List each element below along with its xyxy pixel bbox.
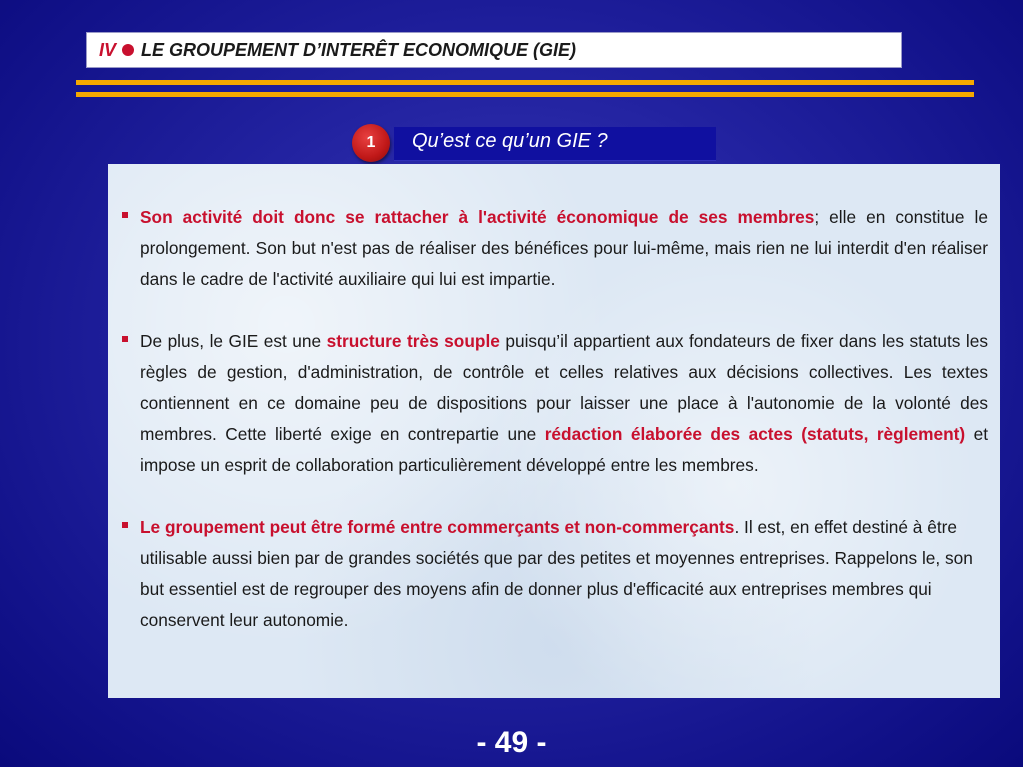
bullet-item bbox=[122, 202, 988, 295]
slide-title: LE GROUPEMENT D’INTERÊT ECONOMIQUE (GIE) bbox=[141, 39, 577, 60]
bullet-text: ; elle en constitue le prolongement. Son but n'est pas de réaliser des bénéfices pour lui-même, mais rien ne lui interdit d'en réaliser dans le cadre de l'activité auxiliaire qui lui est impartie. bbox=[140, 207, 988, 289]
orange-divider-top bbox=[76, 80, 974, 85]
section-title: Qu’est ce qu’un GIE ? bbox=[412, 130, 608, 152]
bullet-highlight: structure très souple bbox=[326, 331, 500, 351]
orange-divider-bottom bbox=[76, 92, 974, 97]
section-roman-numeral: IV bbox=[99, 39, 117, 60]
red-dot-icon bbox=[122, 44, 134, 56]
bullet-text: De plus, le GIE est une bbox=[140, 331, 327, 351]
bullet-text: puisqu’il appartient aux fondateurs de fixer dans les statuts les règles de gestion, d'administration, de contrôle et celles relatives aux décisions collectives. Les textes contiennent en ce domaine peu de dispositions pour laisser une place à l'autonomie de la volonté des membres. Cette liberté exige en contrepartie une bbox=[140, 331, 988, 444]
bullet-highlight: Le groupement peut être formé entre commerçants et non-commerçants bbox=[140, 517, 735, 537]
content-panel bbox=[108, 164, 1000, 698]
bullet-text: . Il est, en effet destiné à être utilisable aussi bien par de grandes sociétés que par des petites et moyennes entreprises. Rappelons le, son but essentiel est de regrouper des moyens afin de donner plus d'efficacité aux entreprises membres qui conservent leur autonomie. bbox=[140, 517, 973, 630]
page-number: - 49 - bbox=[476, 726, 547, 759]
square-bullet-icon bbox=[122, 336, 128, 342]
section-number-badge: 1 bbox=[352, 124, 390, 162]
bullet-item bbox=[122, 326, 988, 481]
slide-title-box bbox=[86, 32, 902, 68]
bullet-highlight: Son activité doit donc se rattacher à l'activité économique de ses membres bbox=[140, 207, 815, 227]
bullet-item bbox=[122, 512, 988, 636]
bullet-text: et impose un esprit de collaboration particulièrement développé entre les membres. bbox=[140, 424, 988, 475]
square-bullet-icon bbox=[122, 212, 128, 218]
square-bullet-icon bbox=[122, 522, 128, 528]
bullet-highlight: rédaction élaborée des actes (statuts, règlement) bbox=[544, 424, 966, 444]
